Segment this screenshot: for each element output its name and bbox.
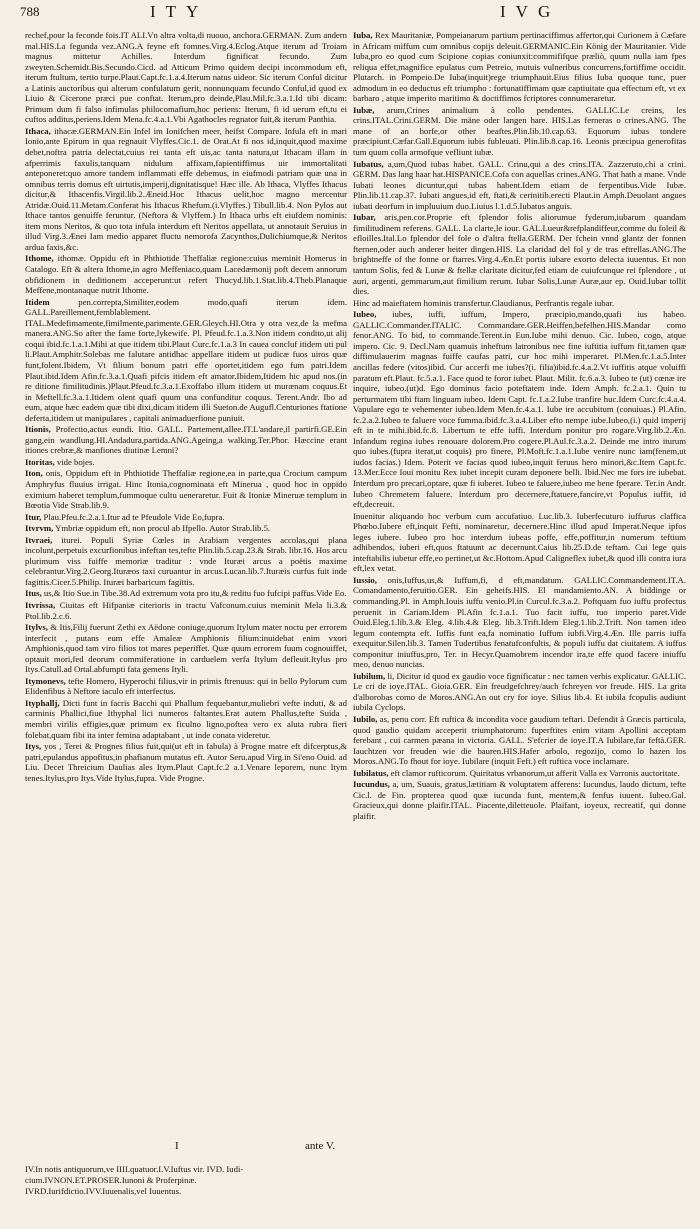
section-separator xyxy=(25,1140,347,1154)
entry-headword: Itvrissa, xyxy=(25,599,56,610)
entry-headword: Itymonevs, xyxy=(25,675,66,686)
dictionary-entry xyxy=(353,105,686,158)
dictionary-entry xyxy=(353,159,686,212)
dictionary-entry xyxy=(25,468,347,510)
dictionary-entry xyxy=(25,588,347,599)
entry-text: Profectio,actus eundi. Itio. GALL. Partement,allee.IT.L'andare,il partirfi.GE.Ein gang,ein wandlung.HI.Andadura,partida.ANG.Ageing,a walking.Ter.Phor. Hæccine erant itiones crebræ,& manfiones diutinæ Lemni? xyxy=(25,424,347,456)
page-header xyxy=(0,0,700,34)
entry-text: Ciuitas eft Hifpaniæ citerioris in tractu Vafconum.cuius meminit Mela li.3.& Ptol.lib.2.c.6. xyxy=(25,599,347,621)
entry-headword: Iubæ, xyxy=(353,104,375,115)
entry-text: as, penu corr. Eft ruftica & incondita voce gaudium teftari. Defendit à Græcis particula, quod gaudio quidam acceperit triumphatorum: fuperftites enim vitam Apollini acceptam ferebant , cui carmen pæana in victoria. GALL. S'efcrier de ioye.IT.A Iubilare,far feftà.GER. Iauchtzen vor freuden wie die bauren.HIS.Hafer arbolo, regozijo, como lo hazen los Moros.ANG.To fhout for ioye. Iubilare (inquit Feft.) eft ruftica voce inclamare. xyxy=(353,714,686,767)
entry-headword: Ityphallj, xyxy=(25,697,60,708)
entry-text: a, um, Suauis, gratus,lætitiam & voluptatem afferens: Iucundus, laudo dictum, tefte Cic.l. de Fin. propterea quod quæ iucunda funt, mentem,& fenfus iuuent. Iubeo.Gal. Gracieux,qui donne plaifir.ITAL. Piacente,diletteuole. Plaifant, ioyeux, recreatif, qui donne plaifir. xyxy=(353,779,686,821)
entry-text: Plau.Pfeu.fc.2.a.1.Itur ad te Pfeudole Vide Eo,fupra. xyxy=(43,511,225,522)
entry-headword: Iubatus, xyxy=(353,158,384,169)
entry-text: onis, Oppidum eft in Phthiotide Theffaliæ regione,ea in parte,qua Crocium campum Amphryfus fluuius irrigat. Hinc Itonia,cognominata eft Minerua , quod hoc in oppido eximium haberet templum,fummoque cultu ueneraretur. Fuit & Itoniæ Mineruæ templum in Bœotia Vide Strab.lib.9. xyxy=(25,468,347,511)
entry-headword: Itidem xyxy=(25,296,50,307)
entry-headword: Iuba, xyxy=(353,30,373,40)
entry-headword: Ithaca, xyxy=(25,125,51,136)
entry-text: & Itis,Filij fuerunt Zethi ex Aëdone coniuge,quorum Itylum mater noctu per errorem interfecit , putans eum effe Amaleæ Amphionis filium:inuidebat enim vxori Amphionis,quod tam viro filios tot mares peperiffet. Quæ quum errorem fuum cognouiffet, optauit mori,fed deorum commiferatione in carduelem verfa Itylum defleuit.Itylus pro Itys.Catull.ad Ortal.abfumpti fata gemens Ityli. xyxy=(25,622,347,675)
section-next: ante V. xyxy=(305,1140,336,1152)
dictionary-entry xyxy=(353,575,686,670)
entry-text: rechef,pour la feconde fois.IT ALI.Vn altra volta,di nuouo, anchora.GERMAN. Zum andern mal.HIS.La fegunda vez.ANG.A feyne eft fomnes.Virg.4.Eclog.Atque iterum ad Troiam magnus mittetur Achilles. Interdum fignificat fecundo. Zum zweyten.Schemidt.Bis.Secundo.Cicd. ad Atticum Primo quidem decipi incommodum eft, iterum ftultum, tertio turpe.Plaut.Capt.fc.1.a.4.Iterum natus uideor. Sic iterum Conful dicitur a Latinis auctoribus qui alterum confulatum gerit, nonnunquam fecundo Conful,id quod ex Liuio & Cicerone præci pue conftat. Iterum,pro deinde,Plau.Mil.fc.3.a.1.Id tibi dicam: Primum dum fi falso infimulas philocomafium,hoc periens: Iterum, fi id uerum eft,tu ei cuftos additus,periens.Idem Mena.fc.4.a.1.Vbi Agathocles regnator fuit,& iterum Panthia. xyxy=(25,30,347,125)
page-number: 788 xyxy=(20,4,40,19)
entry-headword: Itys, xyxy=(25,741,42,752)
entry-headword: Iubilum, xyxy=(353,670,386,681)
entry-text: li, Dicitur id quod ex gaudio voce fignificatur : nec tamen verbis explicatur. GALLIC. Le cri de ioye.ITAL. Gioia.GER. Ein freudgefchrey/auch fchreyen vor freude. HIS. La grita d'alborobas como de Moros.ANG.An out cry for ioye. Silius lib.4. Et iubila fcopulis audiunt iubila Cyclops. xyxy=(353,670,686,713)
dictionary-entry xyxy=(353,309,686,509)
footer-line: IVRD.Iurifdictio.IVV.Iuuenalis,vel Iuuentus. xyxy=(25,1186,182,1196)
entry-text: arum,Crines animalium à collo pendentes. GALLIC.Le creins, les crins.ITAL.Crini.GERM. Die mäne oder langen hare. HIS.Las ferneras o crines.ANG. The mane of an horfe,or other beaftes.Plin.lib.10.cap.63. Equorum iubas tondere præcipiunt.Cæfar.Gall.Equorum iubis fubleuati. Plin.lib.8.cap.16. Leonis præcipua generofitas tum quum colla armofque vefliunt iubæ. xyxy=(353,104,686,158)
dictionary-entry xyxy=(25,698,347,740)
footer-line: IV.In notis antiquorum,ve IIII.quatuor.I.V.Iuftus vir. IVD. Iudi- xyxy=(25,1164,244,1174)
dictionary-entry xyxy=(25,253,347,295)
dictionary-entry xyxy=(25,512,347,523)
entry-text: ithomæ. Oppidu eft in Phthiotide Theffaliæ regione:cuius meminit Homerus in Catalogo. Eft & altera Ithome,in agro Meffeniaco,quam Lacedæmonij poft decem annorum obfidionem in deditionem acceperunt:ut refert Thucyd.lib.1.Stat.lib.4.Theb.Planaque Meffene,montanaque nutrit Ithome. xyxy=(25,253,347,296)
entry-text: Inuenitur aliquando hoc verbum cum accufatiuo. Luc.lib.3. Iuberfecuturo iuffurus claffica Phœbo.Iubere eft,inquit Fefti, nominaretur, decernere.Hinc illud apud Imperat.Neque ipfos leges iubere. Iubeo pro hoc interdum iubeas poffe, effe,poffitur,in numerum teftium adhibendos, iuberi eft,quos ftatuunt ac decernunt.Caius lib.25.D.de teftam. Cui lege quis inteftabilis iubetur effe,eo pertinet,ut &c.Hottom.Apud Caligneflex iubet,& quod illi contra iura eft,lex vetat. xyxy=(353,510,686,574)
entry-text: ithacæ.GERMAN.Ein Infel im Ionifchen meer, heifst Compare. Infula eft in mari Ionio,ante Epirum in qua regnauit Vlyffes.Cic.1. de Orat.At fi nos id,inquit,quod maxime debet,noftra patria delectat,cuius rei tanta eft uis,ac tanta natura,ut Ithacam illam in afperrimis faxulis,tanquam nidulum affixam,fapientiffimus uir immortalitati anteponeret:quo amore tandem inflammati effe debemus, in eiufmodi patriam quæ una in omnibus terris domus eft uirtutis,imperij,dignitatisque! Hæc ille. Ab Ithaca, Vlyffes Ithacus dicitur,& Ithacenfis.Virgil.lib.2.Æneid.Hoc Ithacus uelit,hoc magno mercentur Atridæ.Ouid.11.Metam.Conferat his Ithacus Rhefum.(i.Vlyffes.) Tibull.lib.4. Non Pylos aut Ithace tantos genuiffe feruntur. (Neftora & Vlyffem.) In Ithaca urbs eft eiufdem nominis: item mons Neritos, & quo tota infula interdum eft Neritos appellata, ut annotauit Seruius in illud Virg.3.Ænei Iam medio apparet fluctu nemorofa Zacynthos,Dulichiumque,& Neritos ardua faxis,&c. xyxy=(25,125,347,252)
dictionary-entry xyxy=(25,600,347,621)
footer-line: cium.IVNON.ET.PROSER.Iunoni & Proferpinæ. xyxy=(25,1175,197,1185)
dictionary-entry xyxy=(25,622,347,675)
section-footer xyxy=(25,1140,347,1220)
dictionary-entry xyxy=(353,298,686,309)
entry-headword: Itylvs, xyxy=(25,622,48,633)
dictionary-entry xyxy=(25,457,347,468)
entry-text: iturei. Populi Syriæ Cœles in Arabiam vergentes accolas,qui plana incolunt,perpetuis excurfionibus infeftan tes,tefte Plin.lib.5.cap.23.& Strab. libr.16. Hos arcu plurimum viss fuiffe memoriæ traditur : vnde Ituræi arcus a poëtis maxime celebrantur.Virg.2.Georg.Ituræos taxi curuantur in arcus.Lucan.lib.7.Ituræis curfus fuit inde fagittis.Cicer.5.Philip. Ituræi barbaricum fagittis. xyxy=(25,534,347,587)
entry-headword: Iubilatus, xyxy=(353,767,389,778)
entry-text: Rex Mauritaniæ, Pompeianarum partium pertinaciffimus affertor,qui Curionem à Cæfare in Africam miffum cum omnibus copijs deleuit.GERMANIC.Ein König der Mauritanier. Vide Iuba,pro eo quod cum Scipione copias coniunxit:commififque præliò, quum nulla iam fpes reliqua effet,magnifice epulatus cum Petreio, mutuis vulneribus concurrens,fortiffime occidit. Plutarch. in Pompeio.De Iuba(inquit)rege triumphauit.Eius filius Iuba quoque tunc, puer admodum in eo deductus eft triumpho : fortunatiffimam quæ captiuitate qua effectum eft, vt ex barbaro , atque imperito maritimo & doctiffimos fcriptores connumeraretur. xyxy=(353,30,686,104)
dictionary-entry xyxy=(25,741,347,783)
dictionary-entry xyxy=(25,676,347,697)
entry-text: tefte Homero, Hyperochi filius,vir in primis ftrenuus: qui in bello Pylorum cum Elidenfibus à Neftore iaculo eft interfectus. xyxy=(25,675,347,697)
entry-headword: Itur, xyxy=(25,511,42,522)
entry-headword: Ithome, xyxy=(25,253,54,264)
entry-headword: Iubar, xyxy=(353,212,376,223)
entry-text: onis,Iuffus,us,& Iuffum,fi, d eft,mandatum. GALLIC.Commandement.IT.A. Comandamento,feruitio.GER. Ein geheifs.HIS. El mandamiento.AN. A biddinge or commanding.Pl. in Amph.Iouis iuffu venio.Pl.in Curcul.fc.3.a.2. Poftquam fuo iuffu profectus peruenit in Cariam.Idem Pl.Afin fc.1.a.1. Tuo facit iuffu, tuo imperio paret.Vide Ouid.Eleg.1.lib.3.& Eleg. 4.lib.4.& Eleg. lib.3.Trift.Idem Eleg.1.lib.2.Trift. Non tamen ideo legum contempta eft. Iuffis funt ea,fa nominatio Iuffum iubfi.Virg.4.Æn. Ille parris iuffa exequitur.Silen.lib.3. Tamen Tudertibus fenatufconfultis, & populi iuffu dat ciuitatem. A iuffus componitur iniuffus,pro, Ter. in Hecyr.Quamobrem incendor ira,te effe quod facere iniuffu meo, denuo nuncias. xyxy=(353,574,686,670)
entry-headword: Itoritas, xyxy=(25,456,55,467)
running-head-right: IVG xyxy=(500,2,561,21)
entry-text: Hinc ad maieftatem hominis transfertur.Claudianus, Perfrantis regale iubar. xyxy=(353,297,615,308)
dictionary-entry xyxy=(353,671,686,713)
dictionary-entry xyxy=(353,779,686,821)
dictionary-entry xyxy=(25,30,347,125)
right-column xyxy=(353,30,686,1222)
dictionary-entry xyxy=(25,126,347,253)
entry-text: pen.correpta,Similiter,eodem modo,quafi iterum idem. GALL.Pareillement,femblablement. ITAL.Medefimamente,fimilmente,parimente.GER.Gleych.HI.Otra y otra vez,de la mefma manera.ANG.So after the fame forte,lykewife. Pl. Pfeud.fc.1.a.3.Non itidem condito,ut alij coqui ibid.fc.1.a.1.Mihi at que itidem tibi.Plaut Curc.fc.1.a.3 In cauea concluf itidem uti pul li.Plaut.Amphitr.Solebas me falutare antidhac appellare itidem ut pudicæ fuos uiros quæ funt,folent.Ibidem, Vt filium bonum patri effe oportet,itidem ego fum patri.Idem Plaut.ibid.Idem Afin.fc.3.a.1.Quafi pifcis itidem eft amator.Ibidem,Itidem hic apud nos.(in re ditione fimilitudinis.)Plaut.Pfeud.fc.3.a.1.Exoffabo illum itidem ut murænam coquus.Et in Meftell.fc.3.a.1.Itidem olent quafi quum una confunditur coquus. Terent.Andr. Ibo ad eum, atque hæc eadem quæ tibi dixi,dicam itidem illi Sueton.de Augufl.Centuriones ftatione deferta,itidem ut manipulares , capitali animaduerfione puniuit. xyxy=(25,296,347,423)
section-letter: I xyxy=(175,1140,179,1152)
entry-headword: Itvrvm, xyxy=(25,523,54,534)
dictionary-entry xyxy=(353,768,686,779)
entry-headword: Iubilo, xyxy=(353,714,378,724)
dictionary-entry xyxy=(353,714,686,767)
entry-headword: Itus, xyxy=(25,588,42,599)
entry-text: eft clamor rufticorum. Quiritatus vrbanorum,ut afferit Valla ex Varronis auctoritate. xyxy=(390,767,680,778)
dictionary-entry xyxy=(353,212,686,296)
entry-headword: Itvraei, xyxy=(25,534,53,545)
entry-text: Dicti funt in facris Bacchi qui Phallum fequebantur,muliebri vefte induti, & ad carminis Phallici,fiue Ithyphal lici numeros faltantes.Erat autem Phallus,tefte Suida , membri virilis effigies,quæ primum ex ficulno ligno,poftea vero ex aluta rubra fieri folebat,quam fibi ita inter femina adaptabant , ut inde conata videretur. xyxy=(25,697,347,740)
dictionary-entry xyxy=(25,535,347,588)
entry-headword: Iubeo, xyxy=(353,309,377,320)
left-column xyxy=(25,30,347,1140)
entry-text: us,& Itio Sue.in Tibe.38.Ad extremum vota pro itu,& reditu fuo fufcipi paffus.Vide Eo. xyxy=(43,588,347,599)
entry-text: vide bojes. xyxy=(56,456,95,467)
dictionary-entry xyxy=(25,297,347,424)
running-head-left: ITY xyxy=(150,2,209,21)
entry-headword: Iussio, xyxy=(353,574,377,585)
entry-text: aris,pen.cor.Proprie eft fplendor folis aliorumue fyderum,iubarum quandam fimilitudinem referens. GALL. La clarte,le iour. GAL.Lueur&refplandiffeur,comme du foleil & efloilles.Ital.Lo fplendor del fole o d'altra ftella.GERM. Der fchein vnnd glantz der fonnen fternen,oder auch anderer heiter dingen.HIS. La claridad del fol y de tras eftrellas.ANG.The brightneffe of the fonne or ftarres.Virg.4.Æn.Et portis iubare exorto delecta iuuentus. Et non tantum Solis, fed & Lunæ & ftellæ claritate dicitur,fed etiam de cuiufcunque rei fplendore , ut auri, argenti, gemmarum,aut fimilium rerum. Iubar Solis,Lunæ Auræ,aur ep. Ouid.Iubar tollit dies. xyxy=(353,212,686,297)
entry-text: a,um,Quod iubas habet. GALL. Crinu,qui a des crins.ITA. Zazzeruto,chi a crini. GERM. Das lang haar hat.HISPANICE.Cofa con aquellas crines.ANG. That hath a mane. Vnde Iubati leones dicuntur,qui tubas habent.Idem etiam de ferpentibus.Vide Iubæ. Plin.lib.11.cap.37. Iubati angues,id eft, ftati,& cerinitib.erecti Plaut.in Amph.Deuolant angues iubati deorfum in impluuium duo.Liuius l.1.d.5.Iubatus anguis. xyxy=(353,158,686,211)
dictionary-entry xyxy=(25,424,347,456)
entry-headword: Iucundus, xyxy=(353,779,390,790)
entry-text: Ymbriæ oppidum eft, non procul ab Ifpello. Autor Strab.lib.5. xyxy=(55,523,271,534)
dictionary-entry xyxy=(353,511,686,574)
dictionary-entry xyxy=(353,30,686,104)
entry-text: yos , Terei & Prognes filius fuit,qui(ut eft in fabula) à Progne matre eft difcerptus,& patri,epulandus appofitus,in phafianum mutatus eft. Autor Seru.apud Virg.in Si'eno Ouid. ad Liu. Decet Threicium Daulias ales Itym.Plaut Capt.fc.2 a.1.Venare leporem, nunc Itym tenes.Itylus,pro Itys.Vide Itylus,fupra. Vide Progne. xyxy=(25,741,347,783)
entry-headword: Iton, xyxy=(25,468,43,479)
dictionary-entry xyxy=(25,523,347,534)
entry-headword: Itionis, xyxy=(25,424,51,435)
entry-text: iubes, iuffi, iuffum, Impero, præcipio,mando,quafi ius habeo. GALLIC.Commander.ITALIC. Commandare.GER.Heiffen,befelhen.HIS.Mandar como fenor.ANG. To bid, to commande.Terent.in Eun.Iube mihi denuo. Cic. Iubeo, cogo, atque impero. Cic. 9. Decl.Nam quamuis inheftum latronibus nec fine iuftitia iuffum fit,tamen quæ diffimulauerim magnas fuiffe caufas patri, cur hoc mihi imperaret. Pl.Men.fc.1.a.5.Inter ancillas federe (vitos)ibid. Cur accerfi me iubes?(i. filia)ibid.fc.4.a.2.Vt iuffitis atque voluiffi paratum eft.Plaut. fc.5.a.1. Face quod te foror iubet. Plaut. Milit. fc.6.a.3. Iubeo te (ut) cœnæ ire inquire, iubeo.(ut)d. Ego dominus facio poteftatem inde. Idem Amph. fc.2.a.1. Quin tu perturmatem tibi ftam linguam iubeo. Idem Capt. fc.1.a.2.Iube tranfire huc.Idem Curc.fc.4.a.4. Vapulare ego te vehementer iubeo.Idem Men.fc.4.a.1. Iube ire accubitum (conuiuas.) Pl.Afin. fc.2.a.2.Iubeo te faluere voce fumma.ibid.fc.3.a.4.Liber efto nempe iube.Iubeo,(i.) quid imperij eft in te mihi.ibid.fc.8. Libertum te effe iuffi. Interdum ponitur pro rogare.Virg.lib.2.Æn. Infandum regina iubes renouare dolorem.Pro cogere.Pl.Aul.fc.3.a.2. Deinde me intro iturum quo iubes.(fupra iterat,ut coquis) pro finere, Pl.Moft.fc.1.a.1.Iube venire nunc iam(fenem,ut iudos facias.) Idem. Poterit ve facias quod iubeo,inquit feruus hero minori,&c.Item Capt.fc. 13.Mer.Ecce Ioui monitu Rex iubet incepit curam deponere belli. Ibid.Nec me fors ire iubebat. Interdum pro precari,optare, quæ fi iuberet. Iubeo te faluere,iubeo me bene fperare. Ter.in Andr. Iubeo Chremetem faluere. Interdum pro decernere,ftatuere,fancire,vt Populus iuffit, id eft,decreuit. xyxy=(353,309,686,510)
